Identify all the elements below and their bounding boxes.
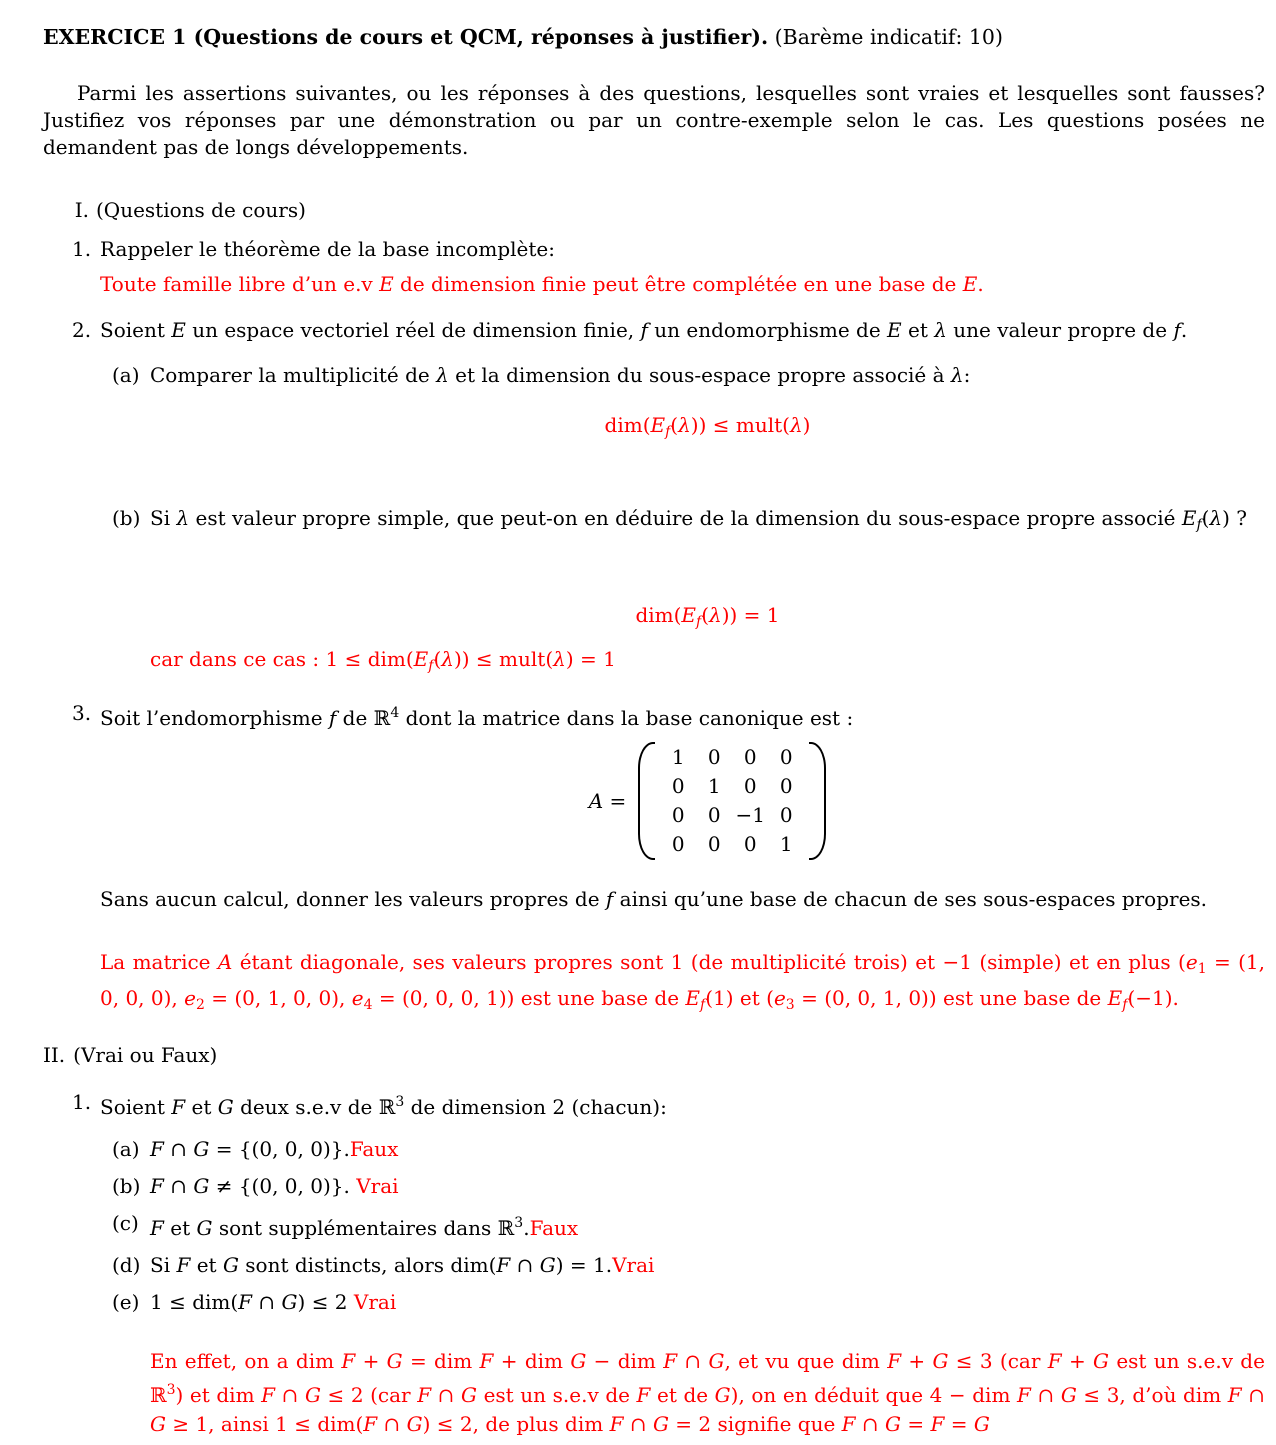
matrix-cell: 0 xyxy=(707,832,721,856)
statement-c xyxy=(112,1210,1265,1242)
tf-question-1-label: 1. xyxy=(72,1090,92,1114)
exercise-title-rest: (Barème indicatif: 10) xyxy=(768,25,1003,49)
statement-c-label: (c) xyxy=(112,1211,139,1235)
statement-b-label: (b) xyxy=(112,1174,141,1198)
question-1 xyxy=(72,236,1265,298)
statement-a-label: (a) xyxy=(112,1137,140,1161)
statement-c-text: F et G sont supplémentaires dans ℝ$^3$. xyxy=(150,1215,530,1240)
question-3 xyxy=(72,700,1265,732)
section-ii-label: II. xyxy=(43,1043,66,1067)
justification-paragraph: En effet, on a dim F + G = dim F + dim G − dim F ∩ G, et vu que dim F + G ≤ 3 (car F + G est un s.e.v de ℝ$^3$) et dim F ∩ G ≤ 2 (car F ∩ G est un s.e.v de F et de G), on en déduit que 4 − dim F ∩ G ≤ 3, d’où dim F ∩ G ≥ 1, ainsi 1 ≤ dim(F ∩ G) ≤ 2, de plus dim F ∩ G = 2 signifie que F ∩ G = F = G xyxy=(150,1349,1265,1436)
statement-d-label: (d) xyxy=(112,1253,141,1277)
verdict-d: Vrai xyxy=(612,1253,655,1277)
question-3-followup: Sans aucun calcul, donner les valeurs propres de f ainsi qu’une base de chacun de ses sous-espaces propres. xyxy=(100,887,1208,911)
verdict-c: Faux xyxy=(529,1216,579,1240)
subquestion-b-label: (b) xyxy=(112,506,141,530)
question-2 xyxy=(72,317,1265,344)
matrix-cell: 1 xyxy=(779,832,793,856)
question-3-text: Soit l’endomorphisme f de ℝ$^4$ dont la matrice dans la base canonique est : xyxy=(100,705,854,730)
matrix-cell: −1 xyxy=(735,803,766,827)
intro-paragraph: Parmi les assertions suivantes, ou les réponses à des questions, lesquelles sont vraies et lesquelles sont fausses? Justifiez vos réponses par une démonstration ou par un contre-exemple selon le cas. Les questions posées ne demandent pas de longs développements. xyxy=(43,81,1265,159)
statement-e-label: (e) xyxy=(112,1290,140,1314)
matrix-cell: 0 xyxy=(779,745,793,769)
matrix-cell: 0 xyxy=(707,745,721,769)
exercise-title-bold: EXERCICE 1 (Questions de cours et QCM, réponses à justifier). xyxy=(43,25,769,49)
section-ii-heading xyxy=(43,1042,1265,1069)
section-i-title: (Questions de cours) xyxy=(96,198,306,222)
equation-dim-eq-1: $dim(E_f(\lambda)) = 1$ xyxy=(635,603,780,630)
section-i-label: I. xyxy=(74,198,89,222)
equation-dim-leq-mult: $dim(E_f(\lambda))$ ≤ mult(λ) xyxy=(604,413,811,440)
matrix-cell: 0 xyxy=(743,774,757,798)
question-1-text: Rappeler le théorème de la base incomplète: xyxy=(100,237,555,261)
matrix-cell: 0 xyxy=(743,832,757,856)
matrix-cell: 0 xyxy=(779,774,793,798)
matrix-right-paren xyxy=(809,742,826,860)
matrix-cell: 0 xyxy=(671,832,685,856)
question-1-label: 1. xyxy=(72,237,92,261)
matrix-cell: 0 xyxy=(743,745,757,769)
statement-a-text: F ∩ G = {(0, 0, 0)}. xyxy=(150,1137,350,1161)
matrix-cell: 0 xyxy=(707,803,721,827)
question-2-text: Soient E un espace vectoriel réel de dimension finie, f un endomorphisme de E et λ une valeur propre de f. xyxy=(100,318,1188,342)
matrix-cell: 0 xyxy=(671,774,685,798)
answer-3: La matrice A étant diagonale, ses valeurs propres sont 1 (de multiplicité trois) et −1 (simple) et en plus ($e_1 = (1$, 0, 0, 0), $e_2 = (0$, 1, 0, 0), $e_4 = (0$, 0, 0, 1)) est une base de $E_f(1)$ et ($e_3 = (0$, 0, 1, 0)) est une base de $E_f(-1)$. xyxy=(100,950,1266,1013)
section-ii-title: (Vrai ou Faux) xyxy=(73,1043,218,1067)
statement-e xyxy=(112,1289,1265,1316)
statement-b-text: F ∩ G ≠ {(0, 0, 0)}. xyxy=(150,1174,357,1198)
statement-b xyxy=(112,1173,1265,1200)
subquestion-b-text: Si λ est valeur propre simple, que peut-on en déduire de la dimension du sous-espace propre associé $E_f(\lambda)$ ? xyxy=(150,506,1248,533)
matrix-lhs: A = xyxy=(588,788,627,813)
matrix-A xyxy=(658,741,806,861)
verdict-e: Vrai xyxy=(353,1290,397,1314)
verdict-a: Faux xyxy=(349,1137,399,1161)
subquestion-a-text: Comparer la multiplicité de λ et la dimension du sous-espace propre associé à λ: xyxy=(150,363,971,387)
matrix-left-paren xyxy=(638,742,655,860)
subquestion-a-label: (a) xyxy=(112,363,140,387)
section-i-heading xyxy=(61,197,1265,224)
subquestion-a xyxy=(112,362,1265,389)
matrix-cell: 1 xyxy=(707,774,721,798)
tf-question-1 xyxy=(72,1089,1265,1121)
matrix-equation xyxy=(150,740,1265,862)
subquestion-b xyxy=(112,505,1265,539)
matrix-cell: 0 xyxy=(671,803,685,827)
statement-d xyxy=(112,1252,1265,1279)
statement-a xyxy=(112,1136,1265,1163)
question-3-label: 3. xyxy=(72,701,92,725)
tf-question-1-text: Soient F et G deux s.e.v de ℝ$^3$ de dimension 2 (chacun): xyxy=(100,1094,667,1119)
verdict-b: Vrai xyxy=(356,1174,399,1198)
question-2-label: 2. xyxy=(72,318,92,342)
matrix-cell: 0 xyxy=(779,803,793,827)
statement-d-text: Si F et G sont distincts, alors dim(F ∩ G) = 1. xyxy=(150,1253,613,1277)
equation-note: car dans ce cas : $1 \le dim(E_f(\lambda))$ ≤ mult(λ) = 1 xyxy=(150,647,616,674)
exercise-title xyxy=(43,24,1265,51)
matrix-cell: 1 xyxy=(671,745,685,769)
statement-e-text: 1 ≤ dim(F ∩ G) ≤ 2 xyxy=(150,1290,354,1314)
answer-1: Toute famille libre d’un e.v E de dimension finie peut être complétée en une base de E. xyxy=(100,272,984,296)
